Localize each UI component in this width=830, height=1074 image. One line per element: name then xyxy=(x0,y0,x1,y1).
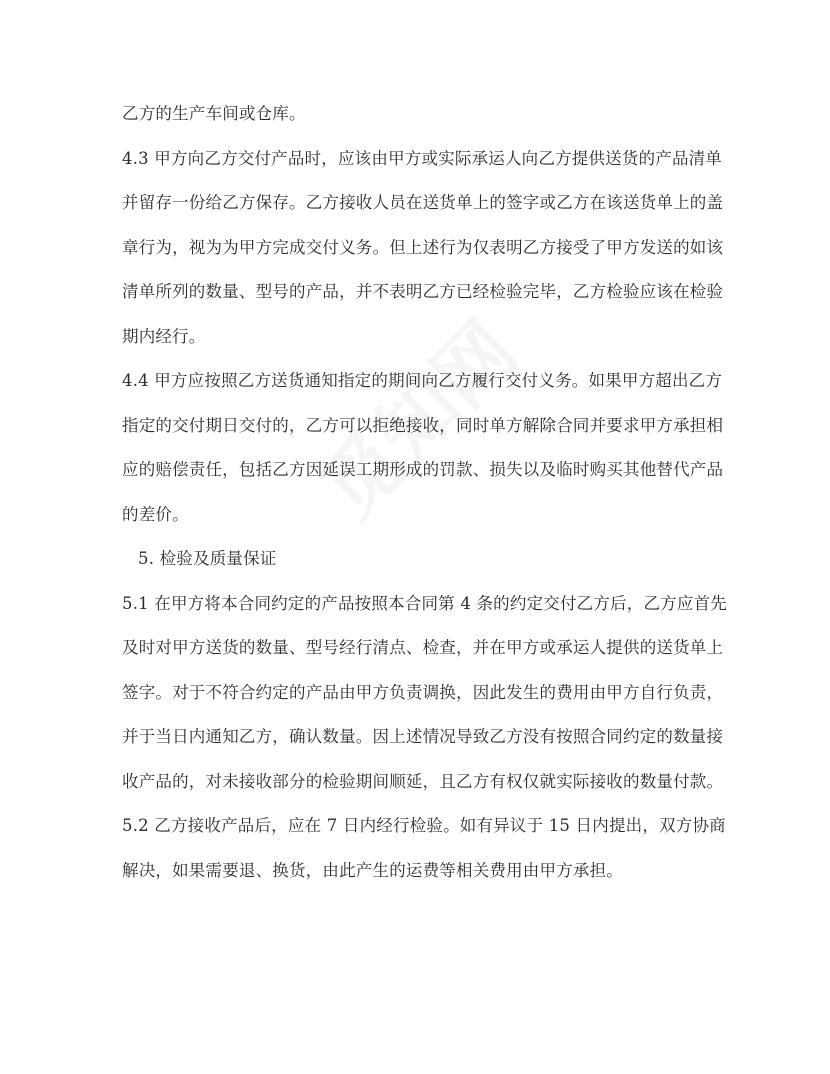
text-line: 5.1 在甲方将本合同约定的产品按照本合同第 4 条的约定交付乙方后，乙方应首先 xyxy=(122,594,727,613)
text-line: 的差价。 xyxy=(122,505,189,524)
text-line: 4.3 甲方向乙方交付产品时，应该由甲方或实际承运人向乙方提供送货的产品清单 xyxy=(122,149,723,168)
text-line: 解决，如果需要退、换货，由此产生的运费等相关费用由甲方承担。 xyxy=(122,861,623,880)
text-line: 并留存一份给乙方保存。乙方接收人员在送货单上的签字或乙方在该送货单上的盖 xyxy=(122,193,724,212)
text-line: 清单所列的数量、型号的产品，并不表明乙方已经检验完毕，乙方检验应该在检验 xyxy=(122,282,724,301)
text-line: 及时对甲方送货的数量、型号经行清点、检查，并在甲方或承运人提供的送货单上 xyxy=(122,638,724,657)
text-line: 期内经行。 xyxy=(122,327,206,346)
text-line: 签字。对于不符合约定的产品由甲方负责调换，因此发生的费用由甲方自行负责， xyxy=(122,683,724,702)
text-line: 应的赔偿责任，包括乙方因延误工期形成的罚款、损失以及临时购买其他替代产品 xyxy=(122,460,724,479)
text-line: 5.2 乙方接收产品后，应在 7 日内经行检验。如有异议于 15 日内提出，双方协商 xyxy=(122,816,726,835)
text-line: 收产品的，对未接收部分的检验期间顺延，且乙方有权仅就实际接收的数量付款。 xyxy=(122,772,724,791)
text-line: 4.4 甲方应按照乙方送货通知指定的期间向乙方履行交付义务。如果甲方超出乙方 xyxy=(122,371,723,390)
text-line: 指定的交付期日交付的，乙方可以拒绝接收，同时单方解除合同并要求甲方承担相 xyxy=(122,416,724,435)
text-line: 章行为，视为为甲方完成交付义务。但上述行为仅表明乙方接受了甲方发送的如该 xyxy=(122,238,724,257)
text-line: 并于当日内通知乙方，确认数量。因上述情况导致乙方没有按照合同约定的数量接 xyxy=(122,727,724,746)
section-heading: 5. 检验及质量保证 xyxy=(138,549,277,568)
text-line: 乙方的生产车间或仓库。 xyxy=(122,104,306,123)
